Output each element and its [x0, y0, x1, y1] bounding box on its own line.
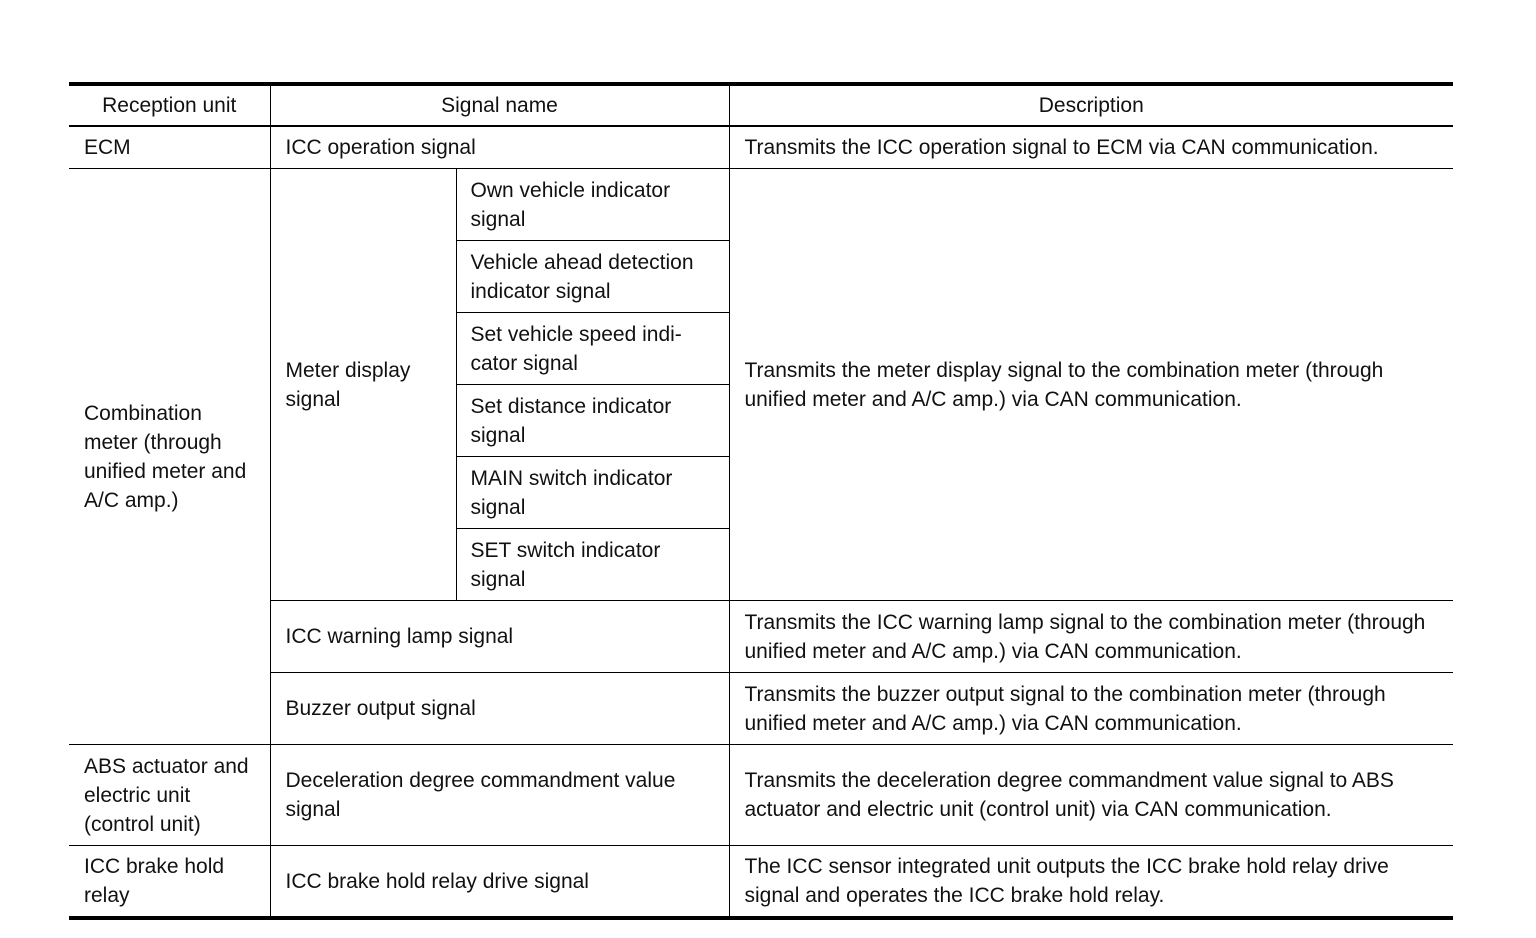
description-cell: Transmits the meter display signal to the combination meter (through unified meter and A/C amp.) via CAN communication.	[729, 169, 1453, 601]
table-row	[69, 673, 1453, 745]
sub-signal-cell: Own vehicle indicator signal	[456, 169, 729, 241]
reception-unit-cell: ECM	[69, 126, 270, 169]
table-row	[69, 126, 1453, 169]
description-cell: The ICC sensor integrated unit outputs the ICC brake hold relay drive signal and operates the ICC brake hold relay.	[729, 846, 1453, 919]
sub-signal-cell: SET switch indicator signal	[456, 529, 729, 601]
description-cell: Transmits the ICC warning lamp signal to the combination meter (through unified meter and A/C amp.) via CAN communication.	[729, 601, 1453, 673]
reception-unit-cell: Combination meter (through unified meter and A/C amp.)	[69, 169, 270, 745]
group-signal-cell: Meter display signal	[270, 169, 456, 601]
sub-signal-cell: Vehicle ahead detection indicator signal	[456, 241, 729, 313]
description-cell: Transmits the buzzer output signal to the combination meter (through unified meter and A/C amp.) via CAN communication.	[729, 673, 1453, 745]
signal-name-cell: Buzzer output signal	[270, 673, 729, 745]
sub-signal-cell: Set distance indicator signal	[456, 385, 729, 457]
signal-name-cell: ICC brake hold relay drive signal	[270, 846, 729, 919]
header-row	[69, 84, 1453, 126]
table-row	[69, 745, 1453, 846]
signal-name-cell: ICC operation signal	[270, 126, 729, 169]
header-signal-name: Signal name	[270, 84, 729, 126]
reception-unit-cell: ABS actuator and electric unit (control unit)	[69, 745, 270, 846]
signal-name-cell: ICC warning lamp signal	[270, 601, 729, 673]
signal-table	[69, 82, 1453, 920]
sub-signal-cell: MAIN switch indicator signal	[456, 457, 729, 529]
description-cell: Transmits the deceleration degree commandment value signal to ABS actuator and electric unit (control unit) via CAN communication.	[729, 745, 1453, 846]
table-row	[69, 846, 1453, 919]
signal-name-cell: Deceleration degree commandment value signal	[270, 745, 729, 846]
sub-signal-cell: Set vehicle speed indi-cator signal	[456, 313, 729, 385]
table-row	[69, 169, 1453, 241]
description-cell: Transmits the ICC operation signal to ECM via CAN communication.	[729, 126, 1453, 169]
reception-unit-cell: ICC brake hold relay	[69, 846, 270, 919]
header-description: Description	[729, 84, 1453, 126]
header-reception-unit: Reception unit	[69, 84, 270, 126]
table-row	[69, 601, 1453, 673]
